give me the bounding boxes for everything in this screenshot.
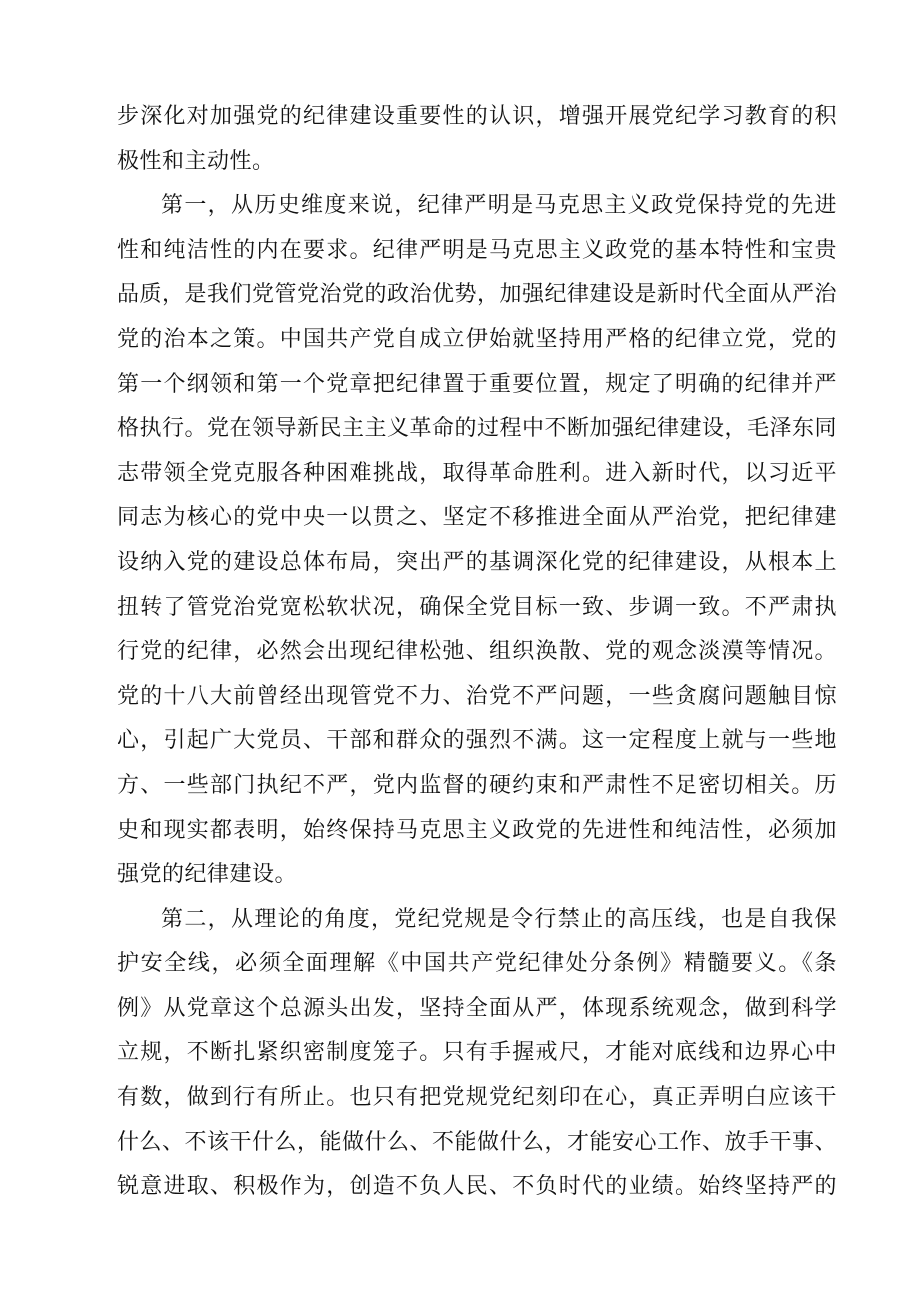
text-line: 心，引起广大党员、干部和群众的强烈不满。这一定程度上就与一些地 [117, 728, 837, 754]
text-line: 党的十八大前曾经出现管党不力、治党不严问题，一些贪腐问题触目惊 [117, 683, 837, 709]
text-line: 什么、不该干什么，能做什么、不能做什么，才能安心工作、放手干事、 [117, 1129, 837, 1155]
text-line: 志带领全党克服各种困难挑战，取得革命胜利。进入新时代，以习近平 [117, 460, 837, 486]
text-line: 有数，做到行有所止。也只有把党规党纪刻印在心，真正弄明白应该干 [117, 1085, 837, 1111]
text-line: 格执行。党在领导新民主主义革命的过程中不断加强纪律建设，毛泽东同 [117, 416, 837, 442]
text-line: 品质，是我们党管党治党的政治优势，加强纪律建设是新时代全面从严治 [117, 282, 837, 308]
text-line: 强党的纪律建设。 [117, 862, 298, 888]
text-line: 方、一些部门执纪不严，党内监督的硬约束和严肃性不足密切相关。历 [117, 772, 837, 798]
text-line: 锐意进取、积极作为，创造不负人民、不负时代的业绩。始终坚持严的 [117, 1174, 837, 1200]
text-line: 同志为核心的党中央一以贯之、坚定不移推进全面从严治党，把纪律建 [117, 505, 837, 531]
text-line: 党的治本之策。中国共产党自成立伊始就坚持用严格的纪律立党，党的 [117, 326, 837, 352]
text-line: 史和现实都表明，始终保持马克思主义政党的先进性和纯洁性，必须加 [117, 817, 837, 843]
text-line: 步深化对加强党的纪律建设重要性的认识，增强开展党纪学习教育的积 [117, 104, 837, 129]
text-line: 极性和主动性。 [117, 148, 275, 174]
text-line: 性和纯洁性的内在要求。纪律严明是马克思主义政党的基本特性和宝贵 [117, 237, 837, 263]
paragraph-first-line: 第二，从理论的角度，党纪党规是令行禁止的高压线，也是自我保 [161, 906, 837, 932]
text-line: 设纳入党的建设总体布局，突出严的基调深化党的纪律建设，从根本上 [117, 549, 837, 575]
text-line: 护安全线，必须全面理解《中国共产党纪律处分条例》精髓要义。《条 [117, 951, 837, 977]
paragraph-first-line: 第一，从历史维度来说，纪律严明是马克思主义政党保持党的先进 [161, 193, 837, 219]
text-line: 行党的纪律，必然会出现纪律松弛、组织涣散、党的观念淡漠等情况。 [117, 639, 837, 665]
text-line: 第一个纲领和第一个党章把纪律置于重要位置，规定了明确的纪律并严 [117, 371, 837, 397]
text-line: 立规，不断扎紧织密制度笼子。只有手握戒尺，才能对底线和边界心中 [117, 1040, 837, 1066]
text-line: 扭转了管党治党宽松软状况，确保全党目标一致、步调一致。不严肃执 [117, 594, 837, 620]
document-body [117, 95, 837, 1210]
text-line: 例》从党章这个总源头出发，坚持全面从严，体现系统观念，做到科学 [117, 995, 837, 1021]
